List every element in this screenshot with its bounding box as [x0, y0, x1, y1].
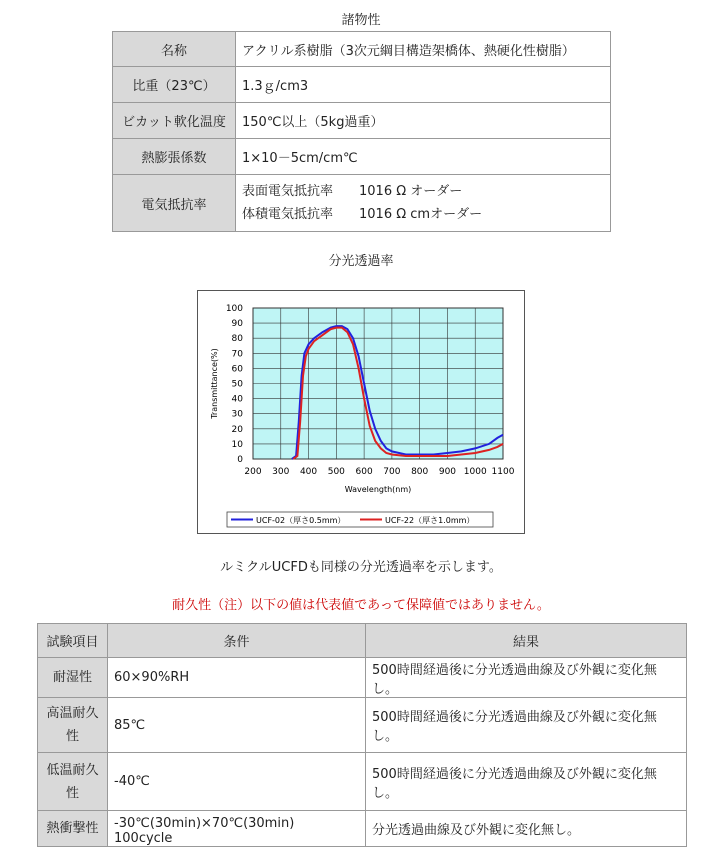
- property-value-line: 体積電気抵抗率 1016 Ω cmオーダー: [242, 207, 483, 222]
- property-label: 熱膨張係数: [113, 139, 236, 175]
- legend-label: UCF-22（厚さ1.0mm）: [385, 516, 475, 525]
- y-tick-label: 80: [231, 334, 243, 345]
- test-item: 熱衝撃性: [38, 811, 108, 847]
- table-row: [38, 753, 687, 811]
- x-tick-label: 700: [383, 467, 401, 477]
- column-header: 結果: [366, 624, 687, 658]
- property-value: [236, 175, 611, 232]
- table-row: [38, 811, 687, 847]
- table-row: [113, 32, 611, 67]
- y-tick-label: 0: [237, 455, 243, 465]
- x-tick-label: 1100: [491, 467, 515, 477]
- y-tick-label: 10: [231, 439, 243, 450]
- table-row: [113, 139, 611, 175]
- x-axis-label: Wavelength(nm): [344, 485, 412, 494]
- property-label: 比重（23℃）: [113, 67, 236, 103]
- property-value: 150℃以上（5kg過重）: [236, 103, 611, 139]
- properties-caption: 諸物性: [341, 13, 381, 28]
- test-condition: 60×90%RH: [108, 658, 366, 698]
- x-tick-label: 500: [327, 467, 345, 477]
- chart-note: ルミクルUCFDも同様の分光透過率を示します。: [220, 560, 502, 575]
- properties-table: [112, 31, 611, 232]
- test-result: 分光透過曲線及び外観に変化無し。: [366, 811, 687, 847]
- legend-label: UCF-02（厚さ0.5mm）: [256, 516, 346, 525]
- y-tick-label: 20: [231, 424, 243, 435]
- table-row: [113, 103, 611, 139]
- table-header-row: [38, 624, 687, 658]
- test-item: 耐湿性: [38, 658, 108, 698]
- chart-caption: 分光透過率: [328, 254, 394, 269]
- test-result: 500時間経過後に分光透過曲線及び外観に変化無し。: [366, 753, 687, 811]
- x-tick-label: 600: [355, 467, 373, 477]
- test-condition: -30℃(30min)×70℃(30min) 100cycle: [108, 811, 366, 847]
- property-value-line: 表面電気抵抗率 1016 Ω オーダー: [242, 184, 463, 199]
- property-label: ビカット軟化温度: [113, 103, 236, 139]
- test-result: 500時間経過後に分光透過曲線及び外観に変化無し。: [366, 698, 687, 753]
- column-header: 条件: [108, 624, 366, 658]
- table-row: [113, 67, 611, 103]
- table-row: [113, 175, 611, 232]
- y-tick-label: 30: [231, 409, 243, 420]
- test-condition: 85℃: [108, 698, 366, 753]
- transmittance-chart: [197, 290, 525, 534]
- test-item: 低温耐久性: [38, 753, 108, 811]
- x-tick-label: 200: [244, 467, 262, 477]
- durability-note: 耐久性（注）以下の値は代表値であって保障値ではありません。: [172, 598, 550, 613]
- x-tick-label: 300: [272, 467, 290, 477]
- y-tick-label: 100: [225, 304, 243, 314]
- test-condition: -40℃: [108, 753, 366, 811]
- property-value: 1×10－5cm/cm℃: [236, 139, 611, 175]
- y-tick-label: 90: [231, 319, 243, 330]
- property-label: 名称: [113, 32, 236, 67]
- property-label: 電気抵抗率: [113, 175, 236, 232]
- y-tick-label: 70: [231, 349, 243, 360]
- test-result: 500時間経過後に分光透過曲線及び外観に変化無し。: [366, 658, 687, 698]
- table-row: [38, 658, 687, 698]
- property-value: 1.3ｇ/cm3: [236, 67, 611, 103]
- y-tick-label: 40: [231, 394, 243, 405]
- x-tick-label: 800: [411, 467, 429, 477]
- x-tick-label: 900: [438, 467, 457, 477]
- y-tick-label: 50: [231, 379, 243, 390]
- property-value: アクリル系樹脂（3次元綱目構造架橋体、熱硬化性樹脂）: [236, 32, 611, 67]
- table-row: [38, 698, 687, 753]
- column-header: 試験項目: [38, 624, 108, 658]
- y-tick-label: 60: [231, 364, 243, 375]
- y-axis-label: Transmittance(%): [210, 348, 219, 419]
- x-tick-label: 400: [299, 467, 318, 477]
- tests-table: [37, 623, 687, 847]
- x-tick-label: 1000: [463, 467, 487, 477]
- test-item: 高温耐久性: [38, 698, 108, 753]
